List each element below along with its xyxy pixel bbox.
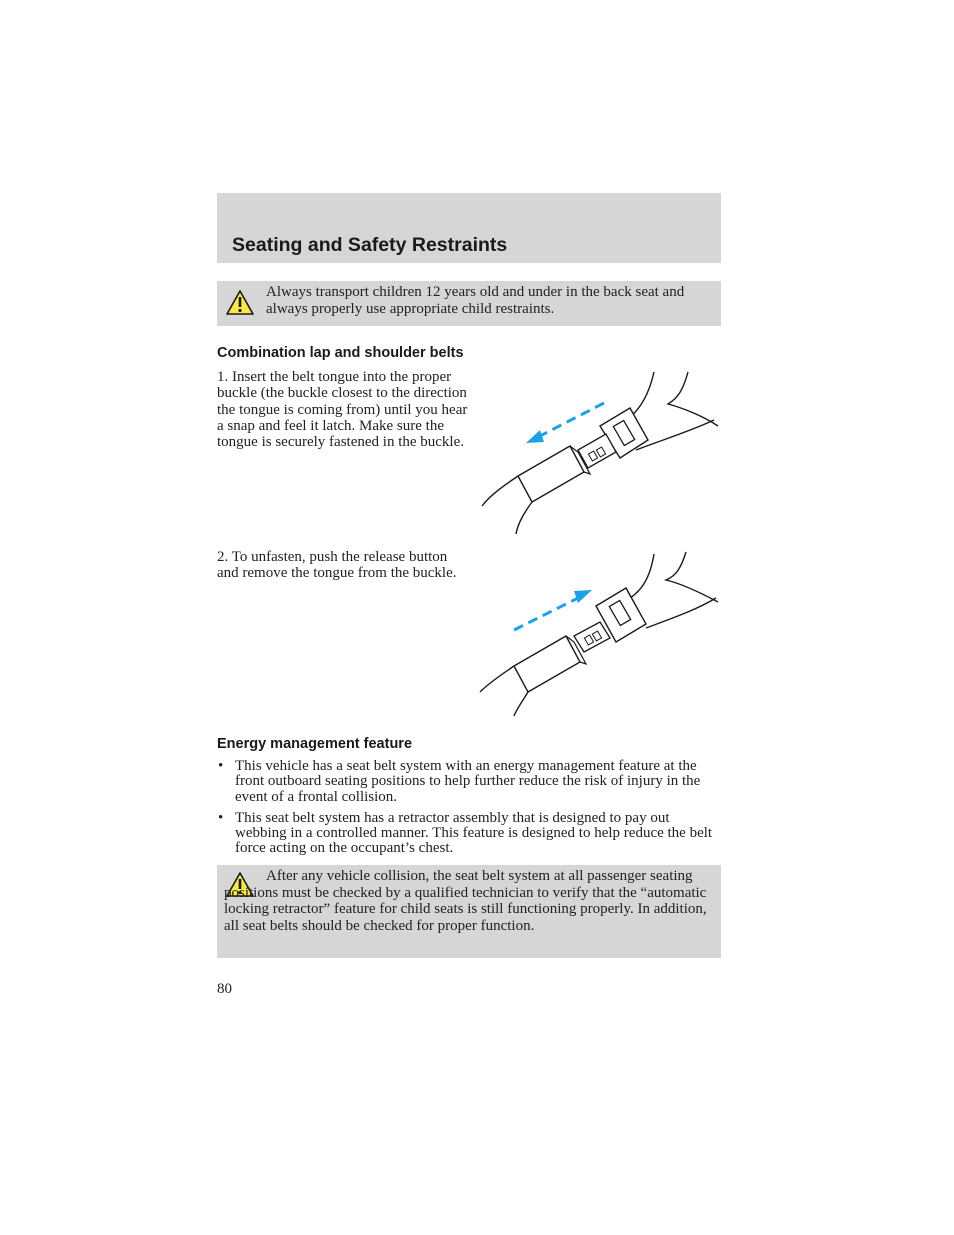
section-heading-energy: Energy management feature — [217, 736, 413, 752]
bullet-text: This seat belt system has a retractor assembly that is designed to pay out webbing in a controlled manner. This feature is designed to help reduce the belt force acting on the occupant’s chest. — [235, 809, 713, 857]
warning-text: Always transport children 12 years old and under in the back seat and always properly use appropriate child restraints. — [266, 284, 685, 317]
bullet-text: This vehicle has a seat belt system with an energy management feature at the front outboard seating positions to help further reduce the risk of injury in the event of a frontal collision. — [235, 758, 701, 805]
belt-fasten-illustration — [478, 368, 722, 536]
section-heading-belts: Combination lap and shoulder belts — [217, 345, 464, 361]
warning-box-collision — [217, 865, 721, 958]
warning-text: After any vehicle collision, the seat belt system at all passenger seating positions must be checked by a qualified technician to verify that the “automatic locking retractor” feature for child seats is still functioning properly. In addition, all seat belts should be checked for proper function. — [224, 868, 707, 934]
list-item — [217, 811, 721, 857]
energy-bullet-list — [217, 759, 721, 863]
bullet-icon: • — [218, 809, 224, 826]
warning-box-children — [217, 281, 721, 326]
bullet-icon: • — [218, 758, 224, 774]
page-number: 80 — [217, 981, 232, 997]
list-item — [217, 759, 721, 805]
belt-unfasten-illustration — [478, 550, 722, 718]
warning-triangle-icon — [225, 289, 255, 316]
page-title: Seating and Safety Restraints — [232, 234, 508, 256]
section-header-band — [217, 193, 721, 263]
step-1-text: 1. Insert the belt tongue into the proper buckle (the buckle closest to the direction the tongue is coming from) until you hear a snap and feel it latch. Make sure the tongue is securely fastened in the buckle. — [217, 369, 468, 451]
step-2-text: 2. To unfasten, push the release button and remove the tongue from the buckle. — [217, 549, 457, 582]
